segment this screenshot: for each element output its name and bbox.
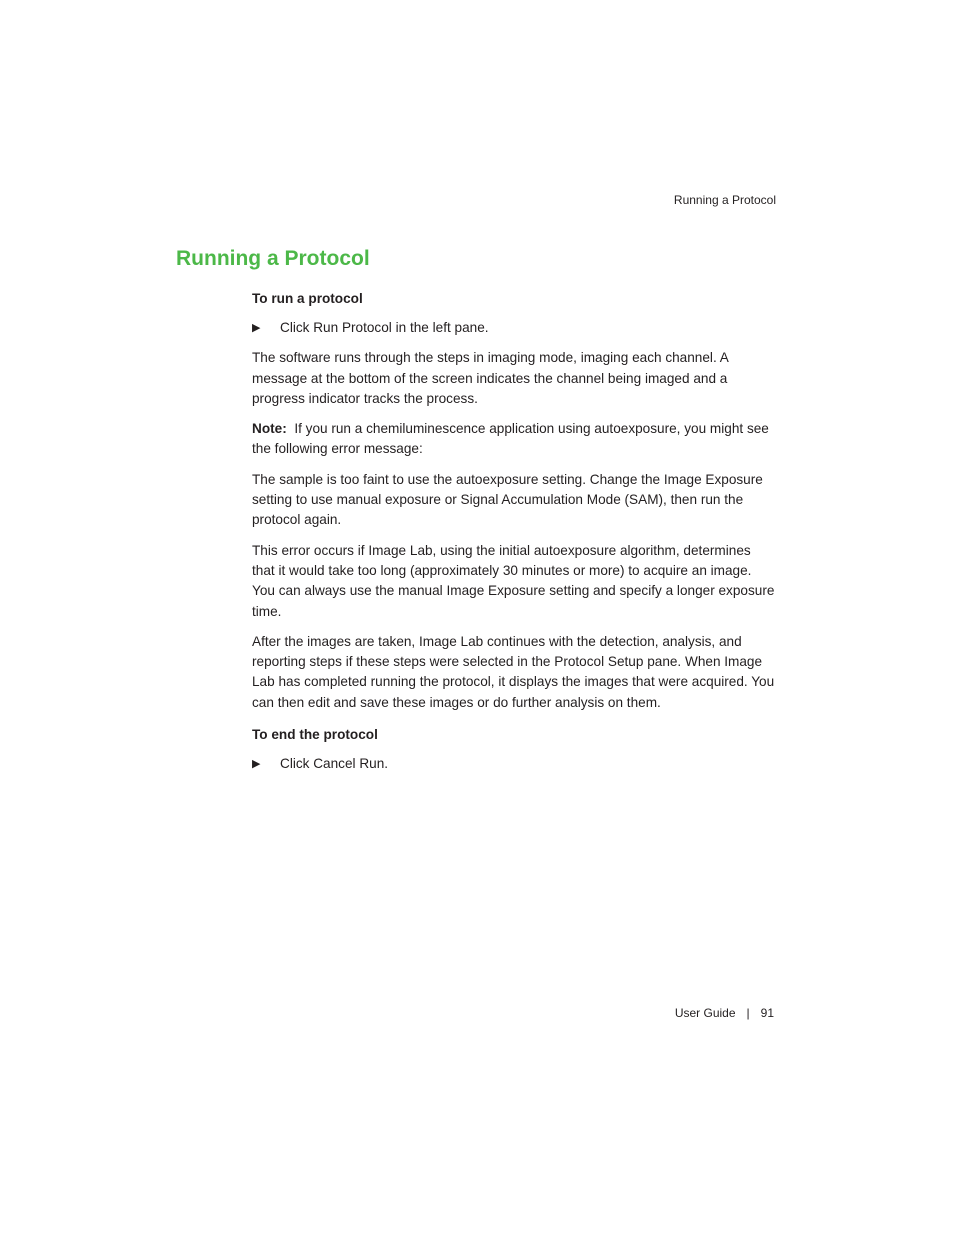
paragraph-imaging: The software runs through the steps in imaging mode, imaging each channel. A message at the bottom of the screen indicates the channel being imaged and a progress indicator tracks the process.: [252, 350, 729, 406]
page-number: 91: [760, 1006, 774, 1020]
footer-guide-label: User Guide: [674, 1006, 736, 1020]
paragraph-error-explanation: This error occurs if Image Lab, using the initial autoexposure algorithm, determines that it would take too long (approximately 30 minutes or more) to acquire an image. You can always use the manual Image Exposure setting and specify a longer exposure time.: [252, 542, 775, 619]
note-text: If you run a chemiluminescence application using autoexposure, you might see the following error message:: [252, 421, 769, 457]
triangle-bullet-icon: ▶: [252, 322, 261, 334]
procedure-heading-end: To end the protocol: [252, 727, 378, 743]
triangle-bullet-icon: ▶: [252, 758, 261, 771]
procedure-heading-run: To run a protocol: [252, 291, 363, 306]
error-message-paragraph: The sample is too faint to use the autoexposure setting. Change the Image Exposure setting to use manual exposure or Signal Accumulation Mode (SAM), then run the protocol again.: [252, 471, 763, 528]
page-title: Running a Protocol: [176, 247, 370, 270]
paragraph-after-images: After the images are taken, Image Lab continues with the detection, analysis, and reporting steps if these steps were selected in the Protocol Setup pane. When Image Lab has completed running the protocol, it displays the images that were acquired. You can then edit and save these images or do further analysis on them.: [252, 633, 775, 710]
step-run-protocol: [252, 318, 776, 338]
step-cancel-run: [252, 754, 776, 774]
body-content: [252, 289, 776, 774]
footer-separator: |: [746, 1006, 750, 1020]
running-header: Running a Protocol: [673, 193, 776, 207]
page-footer: [675, 1005, 774, 1021]
note-paragraph: [252, 419, 776, 460]
note-label: Note:: [252, 421, 287, 437]
step-text: Click Cancel Run.: [280, 756, 389, 772]
step-text: Click Run Protocol in the left pane.: [280, 320, 489, 335]
